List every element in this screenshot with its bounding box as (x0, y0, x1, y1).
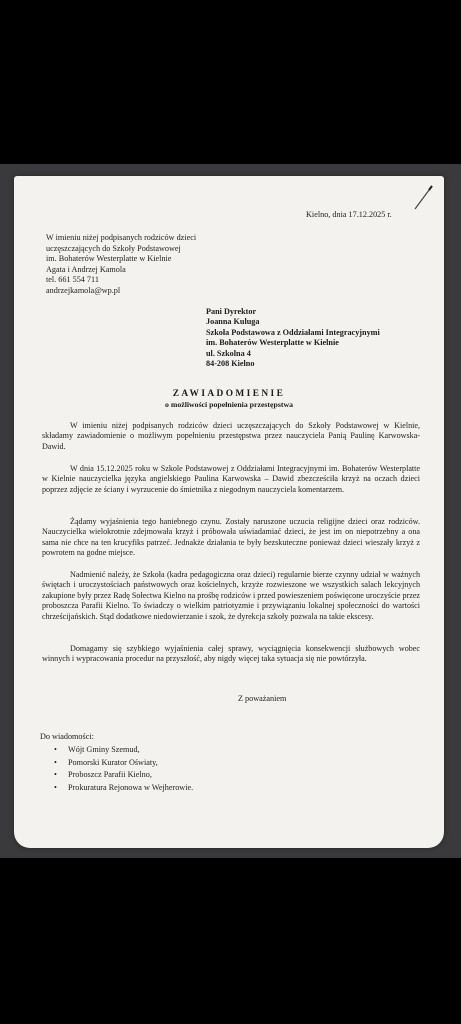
screen-bottom-bar (0, 858, 461, 1024)
body-paragraph: Żądamy wyjaśnienia tego haniebnego czynu. Zostały naruszone uczucia religijne dzieci oraz rodziców. Nauczycielka wielokrotnie zdejmowała krzyż i próbowała uświadamiać dzieci, że jest im on niepotrzebny a ona sama nie chce na ten krucyfiks patrzeć. Jednakże działania te były bezskuteczne ponieważ dzieci wieszały krzyż z powrotem na godne miejsce. (42, 517, 420, 558)
sender-line: uczęszczających do Szkoły Podstawowej (46, 243, 181, 253)
recipient-line: Joanna Kuluga (206, 317, 260, 327)
letter-page (14, 176, 444, 848)
body-paragraph: Domagamy się szybkiego wyjaśnienia całej sprawy, wyciągnięcia konsekwencji służbowych wobec winnych i wypracowania procedur na przyszłość, aby nigdy więcej taka sytuacja się nie powtórzyła. (42, 644, 420, 664)
distribution-item: • Prokuratura Rejonowa w Wejherowie. (54, 782, 193, 795)
pen-stroke-icon (412, 184, 434, 212)
body-paragraph: Nadmienić należy, że Szkoła (kadra pedagogiczna oraz dzieci) regularnie bierze czynny udział w ważnych świętach i uroczystościach państwowych oraz kościelnych, krzyże rozwieszone we wszystkich salach lekcyjnych zakupione były przez Radę Sołectwa Kielno na prośbę rodziców i przed powieszeniem poświęcone uroczyście przez proboszcza Parafii Kielno. To świadczy o wielkim patriotyzmie i przywiązaniu lokalnej społeczności do wartości chrześcijańskich. Stąd dodatkowe niedowierzanie i szok, że dyrekcja szkoły pozwala na takie ekscesy. (42, 570, 421, 621)
closing-line: Z poważaniem (238, 694, 287, 703)
document-title: ZAWIADOMIENIE (172, 389, 286, 399)
recipient-line: ul. Szkolna 4 (206, 348, 251, 358)
sender-line: im. Bohaterów Westerplatte w Kielnie (46, 254, 172, 264)
sender-block (46, 233, 276, 297)
recipient-line: Szkoła Podstawowa z Oddziałami Integracyjnymi (206, 327, 380, 337)
recipient-line: 84-208 Kielno (206, 359, 255, 369)
distribution-item: • Wójt Gminy Szemud, (54, 744, 193, 757)
sender-email: andrzejkamola@wp.pl (46, 285, 121, 295)
date-line: Kielno, dnia 17.12.2025 r. (306, 210, 392, 219)
distribution-item: • Proboszcz Parafii Kielno, (54, 769, 193, 782)
sender-line: W imieniu niżej podpisanych rodziców dzieci (46, 233, 197, 242)
body-paragraph: W dnia 15.12.2025 roku w Szkole Podstawowej z Oddziałami Integracyjnymi im. Bohaterów Westerplatte w Kielnie nauczycielka języka angielskiego Paulina Karwowska – Dawid zbezcześciła krzyż na oczach dzieci poprzez zdjęcie ze ściany i wyrzucenie do śmietnika z niegodnym nauczyciela komentarzem. (42, 464, 420, 494)
distribution-label: Do wiadomości: (40, 732, 94, 741)
recipient-block (206, 307, 444, 369)
document-subtitle: o możliwości popełnienia przestępstwa (165, 400, 293, 409)
body-paragraph: W imieniu niżej podpisanych rodziców dzieci uczęszczających do Szkoły Podstawowej w Kielnie, składamy zawiadomienie o możliwym popełnieniu przestępstwa przez nauczyciela Panią Paulinę Karwowska-Dawid. (42, 421, 420, 451)
sender-line: Agata i Andrzej Kamola (46, 264, 126, 274)
sender-line: tel. 661 554 711 (46, 275, 99, 285)
distribution-item: • Pomorski Kurator Oświaty, (54, 757, 193, 770)
recipient-line: im. Bohaterów Westerplatte w Kielnie (206, 338, 339, 348)
recipient-line: Pani Dyrektor (206, 307, 257, 316)
distribution-list (54, 744, 193, 794)
